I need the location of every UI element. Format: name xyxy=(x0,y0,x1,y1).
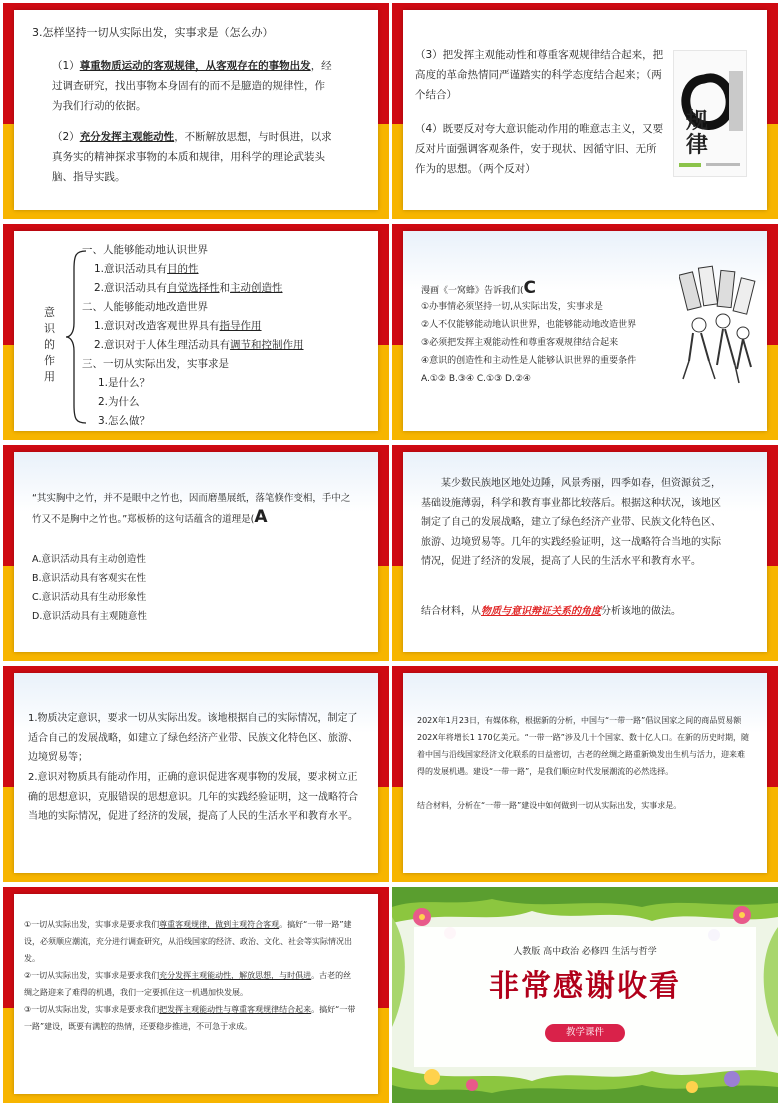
slide-2-card xyxy=(403,10,767,210)
slide-2-point-4: （4）既要反对夸大意识能动作用的唯意志主义，又要反对片面强调客观条件，安于现状、因循守旧、无所作为的思想。（两个反对） xyxy=(415,123,664,175)
slide-8-material: 202X年1月23日，有媒体称，根据新的分析，中国与“一带一路”倡议国家之间的商品贸易额202X年将增长1 170亿美元。“一带一路”涉及几十个国家、数十亿人口。在新的历史时期，随着中国与沿线国家经济文化联系的日益密切，古老的丝绸之路重新焕发出生机与活力，迎来难得的发展机遇。建设“一带一路”，是我们顺应时代发展潮流的必然选择。 xyxy=(417,716,749,776)
slide-6-question-post: 分析该地的做法。 xyxy=(601,606,681,617)
slide-3-card xyxy=(14,231,378,431)
slide-9-answer-3 xyxy=(24,1001,359,1035)
slide-1-point-1-num: （1） xyxy=(52,60,80,72)
slide-9-answer-3-post: 。搞好“一带一路”建设，既要有满腔的热情，还要稳步推进，不可急于求成。 xyxy=(24,1005,356,1031)
slide-9-card xyxy=(14,894,378,1094)
slide-1-card xyxy=(14,10,378,210)
slide-1-point-2-text: ，不断解放思想，与时俱进，以求真务实的精神探求事物的本质和规律，用科学的理论武装头脑、指导实践。 xyxy=(52,131,332,183)
slide-3-line-6-text: 2.意识对于人体生理活动具有 xyxy=(94,339,231,351)
slide-2[interactable] xyxy=(392,3,778,219)
slide-3-line-10: 3.怎么做？ xyxy=(98,415,151,427)
slide-9-answer-1 xyxy=(24,916,359,967)
slide-4[interactable] xyxy=(392,224,778,440)
slide-1-point-1-text: ，经过调查研究，找出事物本身固有的而不是臆造的规律性，作为我们行动的依据。 xyxy=(52,60,332,112)
slide-4-option-1: ①办事情必须坚持一切,从实际出发，实事求是 xyxy=(421,302,603,312)
ink-circle-icon xyxy=(674,51,746,176)
slide-3-line-7: 三、一切从实际出发，实事求是 xyxy=(82,358,229,370)
slide-7[interactable] xyxy=(3,666,389,882)
slide-4-question-text: 漫画《一窝蜂》告诉我们( xyxy=(421,286,524,296)
slide-7-card xyxy=(14,673,378,873)
slide-9-answer-1-post: 。搞好“一带一路”建设，必须顺应潮流，充分进行调查研究，从沿线国家的经济、政治、文化、社会等实际情况出发。 xyxy=(24,920,352,963)
slide-5-question xyxy=(32,489,352,529)
slide-1-point-2-key: 充分发挥主观能动性 xyxy=(79,131,175,143)
slide-6-question-pre: 结合材料，从 xyxy=(421,606,481,617)
slide-10-badge[interactable]: 教学课件 xyxy=(545,1024,625,1042)
slide-3-line-2-key: 目的性 xyxy=(167,263,199,275)
slide-3-line-2-text: 1.意识活动具有 xyxy=(94,263,168,275)
slide-10-title: 非常感谢收看 xyxy=(489,969,681,1004)
slide-5-option-d: D.意识活动具有主观随意性 xyxy=(32,611,147,622)
slide-4-option-3: ③必须把发挥主观能动性和尊重客观规律结合起来 xyxy=(421,338,619,348)
slide-4-option-4: ④意识的创造性和主动性是人能够认识世界的重要条件 xyxy=(421,356,637,366)
slide-3-line-8: 1.是什么？ xyxy=(98,377,151,389)
slide-3-line-3-key-1: 自觉选择性 xyxy=(167,282,220,294)
slide-3-line-5-key: 指导作用 xyxy=(219,320,262,332)
brace-icon xyxy=(64,249,90,425)
slide-9[interactable] xyxy=(3,887,389,1103)
slide-5-card xyxy=(14,452,378,652)
slide-3-line-3-mid: 和 xyxy=(219,282,231,294)
slide-7-answer-2: 2.意识对物质具有能动作用，正确的意识促进客观事物的发展，要求树立正确的思想意识，克服错误的思想意识。几年的实践经验证明，这一战略符合当地的实际情况，促进了经济的发展，提高了人民的生活水平和教育水平。 xyxy=(28,772,358,822)
slide-3-line-5 xyxy=(94,317,378,336)
slide-1-title: 3.怎样坚持一切从实际出发，实事求是（怎么办） xyxy=(32,26,274,39)
slide-5-option-c: C.意识活动具有生动形象性 xyxy=(32,592,147,603)
slide-6-question-key: 物质与意识辩证关系的角度 xyxy=(481,606,601,617)
slide-9-answer-2-pre: ②一切从实际出发，实事求是要求我们 xyxy=(24,971,160,980)
slide-6-material: 某少数民族地区地处边陲，风景秀丽，四季如春，但资源贫乏，基础设施薄弱，科学和教育事业都比较落后。根据这种状况，该地区制定了自己的发展战略，建立了绿色经济产业带、民族文化特色区、旅游、边境贸易等。几年的实践经验证明，这一战略符合当地的实际情况，促进了经济的发展，提高了人民的生活水平和教育水平。 xyxy=(421,478,721,567)
slide-3-line-3 xyxy=(94,279,378,298)
slide-6-card xyxy=(403,452,767,652)
slide-2-law-text: 规律 xyxy=(686,108,709,158)
cartoon-crowd-image xyxy=(679,261,759,391)
slide-8-question: 结合材料，分析在“一带一路”建设中如何做到一切从实际出发，实事求是。 xyxy=(417,801,682,810)
slide-7-answer-1: 1.物质决定意识，要求一切从实际出发。该地根据自己的实际情况，制定了适合自己的发展战略，如建立了绿色经济产业带、民族文化特色区、旅游、边境贸易等； xyxy=(28,713,358,763)
slide-4-card xyxy=(403,231,767,431)
slide-3-line-4: 二、人能够能动地改造世界 xyxy=(82,301,208,313)
slide-3-line-9: 2.为什么 xyxy=(98,396,140,408)
slide-1-point-2-num: （2） xyxy=(52,131,80,143)
slide-2-point-3: （3）把发挥主观能动性和尊重客观规律结合起来，把高度的革命热情同严谨踏实的科学态度结合起来；（两个结合） xyxy=(415,49,664,101)
slide-3-line-1: 一、人能够能动地认识世界 xyxy=(82,244,208,256)
slide-10[interactable] xyxy=(392,887,778,1103)
slide-1[interactable] xyxy=(3,3,389,219)
slide-3-side-title: 意识的作用 xyxy=(44,306,55,383)
slide-9-answer-1-key: 尊重客观规律，做到主观符合客观 xyxy=(159,920,280,929)
slide-10-subtitle: 人教版 高中政治 必修四 生活与哲学 xyxy=(513,947,657,957)
slide-9-answer-2-post: 。古老的丝绸之路迎来了难得的机遇，我们一定要抓住这一机遇加快发展。 xyxy=(24,971,352,997)
slide-2-law-image xyxy=(673,50,747,177)
slide-3-line-3-key-2: 主动创造性 xyxy=(230,282,283,294)
slide-3-line-6-key: 调节和控制作用 xyxy=(230,339,304,351)
slide-5[interactable] xyxy=(3,445,389,661)
slide-9-answer-3-key: 把发挥主观能动性与尊重客观规律结合起来 xyxy=(159,1005,312,1014)
slide-3-line-2 xyxy=(94,260,378,279)
slide-5-answer: A xyxy=(254,507,268,527)
slide-1-point-1 xyxy=(52,56,332,116)
slide-4-answer: C xyxy=(523,278,536,298)
slide-9-answer-3-pre: ③一切从实际出发，实事求是要求我们 xyxy=(24,1005,160,1014)
slide-6[interactable] xyxy=(392,445,778,661)
slide-3-line-6 xyxy=(94,336,378,355)
slide-5-option-a: A.意识活动具有主动创造性 xyxy=(32,554,146,565)
slide-9-answer-2-key: 充分发挥主观能动性，解放思想，与时俱进 xyxy=(159,971,312,980)
slide-4-question xyxy=(421,280,681,300)
slide-3[interactable] xyxy=(3,224,389,440)
slide-4-choices: A.①② B.③④ C.①③ D.②④ xyxy=(421,374,531,384)
slide-3-line-3-text: 2.意识活动具有 xyxy=(94,282,168,294)
slide-4-option-2: ②人不仅能够能动地认识世界，也能够能动地改造世界 xyxy=(421,320,637,330)
slide-8-card xyxy=(403,673,767,873)
slide-5-option-b: B.意识活动具有客观实在性 xyxy=(32,573,147,584)
slide-8[interactable] xyxy=(392,666,778,882)
slide-1-point-1-key: 尊重物质运动的客观规律，从客观存在的事物出发 xyxy=(79,60,311,72)
slide-5-question-text: “其实胸中之竹，并不是眼中之竹也，因而磨墨展纸，落笔倏作变相，手中之竹又不是胸中之竹也。”郑板桥的这句话蕴含的道理是( xyxy=(32,493,351,525)
slide-6-question xyxy=(421,602,741,622)
slide-3-line-5-text: 1.意识对改造客观世界具有 xyxy=(94,320,220,332)
slide-9-answer-2 xyxy=(24,967,359,1001)
slide-9-answer-1-pre: ①一切从实际出发，实事求是要求我们 xyxy=(24,920,160,929)
slide-1-point-2 xyxy=(52,127,332,187)
